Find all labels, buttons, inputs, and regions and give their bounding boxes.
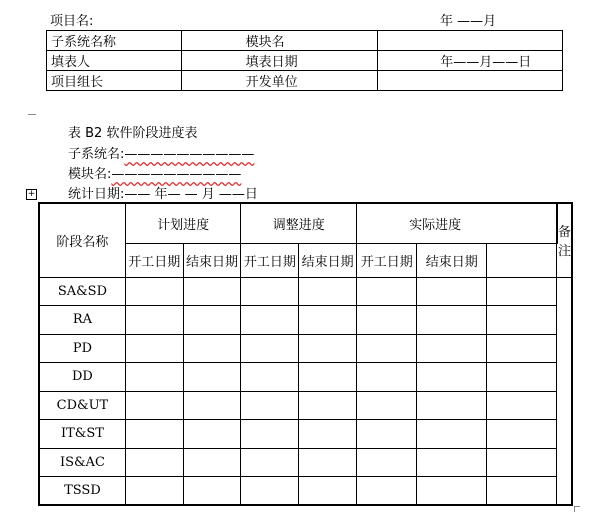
date-cell[interactable]: [357, 334, 417, 363]
remark-cell[interactable]: [487, 391, 557, 420]
date-cell[interactable]: [299, 277, 357, 306]
info-table: [46, 30, 563, 91]
date-cell[interactable]: [125, 277, 183, 306]
info-value-cell[interactable]: [378, 71, 563, 91]
stage-name-cell: DD: [39, 363, 125, 392]
date-cell[interactable]: [241, 363, 299, 392]
module-blank: ——————————: [111, 167, 242, 182]
date-cell[interactable]: [417, 306, 487, 335]
date-cell[interactable]: [357, 420, 417, 449]
sub-header-spacer: [487, 243, 557, 277]
remark-cell[interactable]: [487, 306, 557, 335]
date-cell[interactable]: [241, 306, 299, 335]
sub-header-start: 开工日期: [241, 243, 299, 277]
module-label: 模块名:: [68, 167, 112, 182]
date-cell[interactable]: [417, 420, 487, 449]
stage-name-cell: PD: [39, 334, 125, 363]
table-row: [39, 363, 572, 392]
info-row: [47, 71, 563, 91]
stage-name-cell: IT&ST: [39, 420, 125, 449]
stage-header: 阶段名称: [39, 203, 125, 277]
section-title: 表 B2 软件阶段进度表: [68, 126, 198, 141]
remark-cell[interactable]: [487, 420, 557, 449]
remark-cell[interactable]: [487, 477, 557, 506]
subsystem-blank: ——————————: [124, 147, 255, 162]
date-cell[interactable]: [183, 420, 241, 449]
progress-table: [38, 202, 573, 506]
info-label-dev-unit: 开发单位: [181, 71, 378, 91]
date-cell[interactable]: [241, 477, 299, 506]
subsystem-line: [68, 143, 254, 162]
date-cell[interactable]: [299, 334, 357, 363]
table-row: [39, 477, 572, 506]
paragraph-mark: [28, 114, 36, 115]
date-cell[interactable]: [183, 306, 241, 335]
info-label-fill-date: 填表日期: [181, 51, 378, 71]
date-cell[interactable]: [357, 306, 417, 335]
date-cell[interactable]: [125, 477, 183, 506]
remark-header: 备注: [557, 203, 572, 277]
date-cell[interactable]: [125, 363, 183, 392]
sub-header-end: 结束日期: [299, 243, 357, 277]
year-month-text: 年 ——月: [440, 14, 497, 29]
table-row: [39, 391, 572, 420]
date-cell[interactable]: [183, 391, 241, 420]
remark-cell[interactable]: [487, 277, 557, 306]
date-cell[interactable]: [241, 448, 299, 477]
table-row: [39, 420, 572, 449]
date-cell[interactable]: [241, 420, 299, 449]
module-line: [68, 163, 241, 182]
info-label-filler: 填表人: [47, 51, 182, 71]
date-cell[interactable]: [417, 391, 487, 420]
sub-header-end: 结束日期: [417, 243, 487, 277]
info-label-subsystem: 子系统名称: [47, 31, 182, 51]
info-label-module: 模块名: [181, 31, 378, 51]
date-cell[interactable]: [299, 477, 357, 506]
info-value-cell[interactable]: [378, 31, 563, 51]
date-cell[interactable]: [417, 334, 487, 363]
date-cell[interactable]: [125, 420, 183, 449]
project-name-label: 项目名:: [50, 14, 94, 29]
date-cell[interactable]: [417, 277, 487, 306]
sub-header-start: 开工日期: [357, 243, 417, 277]
date-cell[interactable]: [183, 334, 241, 363]
stats-date: 统计日期:—— 年— — 月 ——日: [68, 187, 258, 202]
table-row: [39, 306, 572, 335]
date-cell[interactable]: [183, 448, 241, 477]
date-cell[interactable]: [125, 334, 183, 363]
stage-name-cell: TSSD: [39, 477, 125, 506]
date-cell[interactable]: [417, 477, 487, 506]
sub-header-start: 开工日期: [125, 243, 183, 277]
date-cell[interactable]: [417, 363, 487, 392]
date-cell[interactable]: [357, 391, 417, 420]
date-cell[interactable]: [299, 363, 357, 392]
date-cell[interactable]: [125, 306, 183, 335]
date-cell[interactable]: [299, 306, 357, 335]
date-cell[interactable]: [299, 391, 357, 420]
remark-cell[interactable]: [487, 448, 557, 477]
info-value-date[interactable]: 年——月——日: [378, 51, 563, 71]
table-row: [39, 448, 572, 477]
remark-cell[interactable]: [487, 363, 557, 392]
sub-header-end: 结束日期: [183, 243, 241, 277]
date-cell[interactable]: [183, 277, 241, 306]
date-cell[interactable]: [299, 420, 357, 449]
info-row: [47, 51, 563, 71]
date-cell[interactable]: [299, 448, 357, 477]
date-cell[interactable]: [183, 477, 241, 506]
stage-name-cell: IS&AC: [39, 448, 125, 477]
date-cell[interactable]: [183, 363, 241, 392]
date-cell[interactable]: [241, 277, 299, 306]
date-cell[interactable]: [357, 277, 417, 306]
remark-cell[interactable]: [487, 334, 557, 363]
subsystem-label: 子系统名:: [68, 147, 125, 162]
date-cell[interactable]: [417, 448, 487, 477]
date-cell[interactable]: [125, 391, 183, 420]
date-cell[interactable]: [241, 391, 299, 420]
date-cell[interactable]: [125, 448, 183, 477]
group-header-adjust: 调整进度: [241, 203, 357, 243]
table-row: [39, 277, 572, 306]
group-header-actual: 实际进度: [357, 203, 557, 243]
table-row: [39, 334, 572, 363]
stage-name-cell: SA&SD: [39, 277, 125, 306]
date-cell[interactable]: [241, 334, 299, 363]
group-header-plan: 计划进度: [125, 203, 241, 243]
info-label-leader: 项目组长: [47, 71, 182, 91]
date-cell[interactable]: [357, 448, 417, 477]
date-cell[interactable]: [357, 477, 417, 506]
stage-name-cell: CD&UT: [39, 391, 125, 420]
stage-name-cell: RA: [39, 306, 125, 335]
table-move-handle-icon[interactable]: +: [27, 189, 36, 199]
date-cell[interactable]: [357, 363, 417, 392]
corner-mark: [574, 506, 580, 512]
info-row: [47, 31, 563, 51]
